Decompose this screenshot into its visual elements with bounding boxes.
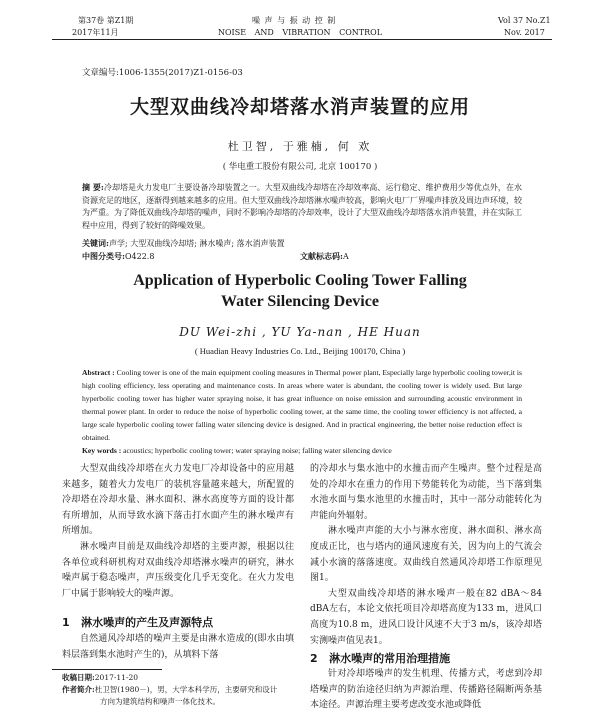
- section-heading-2: [310, 650, 450, 666]
- abstract-zh: [82, 181, 522, 232]
- body-paragraph: 大型双曲线冷却塔在火力发电厂冷却设备中的应用越来越多，随着火力发电厂的装机容量越来越大，所配置的冷却塔在冷却水量、淋水面积、淋水高度等方面的设计都有所增加，从而导致水滴下落击打水面产生的淋水噪声有所增加。: [62, 464, 294, 537]
- section-heading-1: [62, 614, 213, 630]
- keywords-zh: [82, 238, 285, 249]
- header-rule: [52, 39, 552, 40]
- clc-value: O422.8: [124, 252, 155, 261]
- abstract-zh-text: 冷却塔是火力发电厂主要设备冷却装置之一。大型双曲线冷却塔在冷却效率高、运行稳定、维护费用少等优点外，在水资源充足的地区，逐渐得到越来越多的应用。但大型双曲线冷却塔淋水噪声较高，影响火电厂厂界噪声排放及周边声环境，较为严重。为了降低双曲线冷却塔的噪声，同时不影响冷却塔的冷却效率，设计了大型双曲线冷却塔落水消声装置，并在实际工程中应用，得到了较好的降噪效果。: [82, 183, 522, 230]
- abstract-en-label: Abstract :: [82, 368, 115, 377]
- section-number: 1: [62, 616, 70, 629]
- body-paragraph: 的冷却水与集水池中的水撞击而产生噪声。整个过程是高处的冷却水在重力的作用下势能转化为动能，当下落到集水池水面与集水池里的水撞击时，其中一部分动能转化为声能向外辐射。: [310, 464, 542, 521]
- title-en-line1: Application of Hyperbolic Cooling Tower Falling: [133, 272, 467, 289]
- clc-label: 中图分类号:: [82, 251, 125, 261]
- authors-zh: 杜卫智, 于雅楠, 何 欢: [227, 140, 373, 153]
- body-paragraph: 针对冷却塔噪声的发生机理、传播方式，考虑到冷却塔噪声的防治途径归纳为声源治理、传播路径隔断两条基本途径。声源治理主要考虑改变水池或降低: [310, 669, 542, 711]
- affiliation-zh: ( 华电重工股份有限公司, 北京 100170 ): [222, 162, 378, 172]
- body-right-column-cont: [310, 667, 542, 714]
- journal-volume-issue: 第37卷 第Z1期: [78, 16, 134, 25]
- section-title: 淋水噪声的产生及声源特点: [81, 616, 214, 629]
- keywords-en-text: acoustics; hyperbolic cooling tower; water spraying noise; falling water silencing device: [123, 446, 392, 455]
- keywords-en-label: Key words :: [82, 446, 122, 455]
- document-code: [300, 251, 349, 262]
- keywords-zh-text: 声学; 大型双曲线冷却塔; 淋水噪声; 落水消声装置: [108, 239, 285, 248]
- author-bio: 作者简介:杜卫智(1980－)，男，大学本科学历，主要研究和设计: [62, 685, 278, 694]
- footnote: [62, 672, 298, 708]
- section-number: 2: [310, 652, 318, 665]
- received-date: 收稿日期:2017-11-20: [62, 673, 139, 682]
- keywords-zh-label: 关键词:: [82, 238, 109, 248]
- footnote-rule: [52, 669, 162, 670]
- journal-date: 2017年11月: [72, 28, 119, 37]
- doc-code-value: A: [342, 252, 349, 261]
- body-paragraph: 自然通风冷却塔的噪声主要是由淋水造成的(即水由填料层落到集水池时产生的)，从填料下落: [62, 634, 294, 660]
- article-number: 文章编号:1006-1355(2017)Z1-0156-03: [82, 68, 243, 78]
- section-title: 淋水噪声的常用治理措施: [329, 652, 451, 665]
- title-en-line2: Water Silencing Device: [221, 293, 379, 310]
- body-paragraph: 淋水噪声声能的大小与淋水密度、淋水面积、淋水高度成正比，也与塔内的通风速度有关，因为向上的气流会减小水滴的落落速度。双曲线自然通风冷却塔工作原理见图1。: [310, 526, 542, 584]
- affiliation-en: ( Huadian Heavy Industries Co. Ltd., Beijing 100170, China ): [194, 346, 406, 356]
- doc-code-label: 文献标志码:: [300, 251, 343, 261]
- body-paragraph: 淋水噪声目前是双曲线冷却塔的主要声源，根据以往各单位或科研机构对双曲线冷却塔淋水噪声的研究，淋水噪声属于稳态噪声，声压级变化几乎无变化。在火力发电厂中属于影响较大的噪声源。: [62, 541, 294, 599]
- title-zh: 大型双曲线冷却塔落水消声装置的应用: [129, 96, 470, 118]
- abstract-en-text: Cooling tower is one of the main equipment cooling measures in Thermal power plant, Especially large hyperbolic cooling tower,it is high cooling efficiency, less operating and maintenance costs. In areas where water is abundant, the cooling tower is widely used. But large hyperbolic cooling tower has higher water spraying noise, it has great influence on noise emission and surrounding acoustic environment in thermal power plant. In order to reduce the noise of hyperbolic cooling tower, at the same time, the cooling tower efficiency is not affected, a large scale hyperbolic cooling tower falling water silencing device is designed. And in practical engineering, the better noise reduction effect is obtained.: [82, 368, 522, 442]
- journal-name-zh: 噪 声 与 振 动 控 制: [252, 16, 337, 25]
- abstract-en: [82, 366, 522, 444]
- journal-volume-en: Vol 37 No.Z1: [498, 16, 551, 25]
- body-left-column: [62, 462, 294, 602]
- keywords-en: [82, 444, 522, 457]
- body-paragraph: 大型双曲线冷却塔的淋水噪声一般在82 dBA～84 dBA左右，本论文依托项目冷却塔高度为133 m，进风口高度为10.8 m，进风口设计风速不大于3 m/s，该冷却塔实测噪声值见表1。: [310, 588, 542, 646]
- abstract-zh-label: 摘 要:: [82, 182, 104, 192]
- body-left-column-cont: [62, 632, 294, 663]
- body-right-column: [310, 462, 542, 649]
- authors-en: DU Wei-zhi , YU Ya-nan , HE Huan: [179, 325, 421, 339]
- author-bio-cont: 方向为建筑结构和噪声一体化技术。: [100, 697, 220, 706]
- journal-name-en: NOISE AND VIBRATION CONTROL: [218, 28, 383, 37]
- journal-date-en: Nov. 2017: [504, 28, 545, 37]
- clc-number: [82, 251, 154, 262]
